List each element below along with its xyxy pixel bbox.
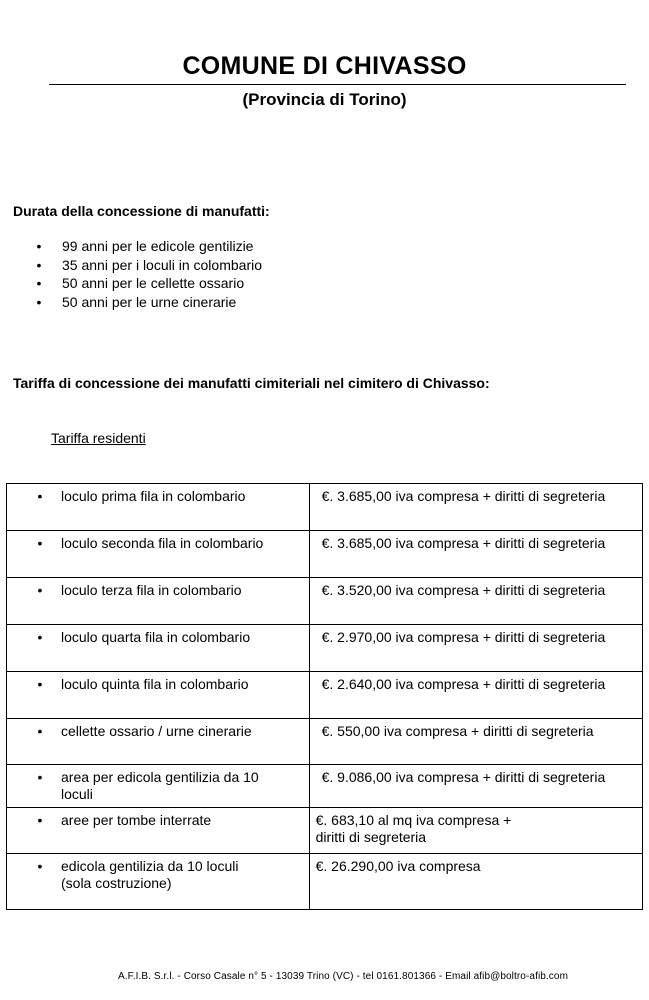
item-text: loculo seconda fila in colombario [61,535,264,551]
price-cell [309,625,642,672]
table-row [7,625,643,672]
table-row [7,808,643,854]
table-row [7,484,643,531]
item-cell [7,808,310,854]
price-cell [309,672,642,719]
item-cell [7,625,310,672]
item-text: edicola gentilizia da 10 loculi [61,858,239,874]
bullet-icon: • [37,723,43,739]
item-cell [7,578,310,625]
tariffa-heading: Tariffa di concessione dei manufatti cimiteriali nel cimitero di Chivasso: [13,375,490,391]
item-text: loculo quarta fila in colombario [61,629,251,645]
list-item-text: 50 anni per le cellette ossario [62,275,245,291]
bullet-icon: • [37,812,43,828]
price-cell [309,578,642,625]
price-cell [309,808,642,854]
list-item-text: 35 anni per i loculi in colombario [62,256,262,273]
price-text: €. 9.086,00 iva compresa + diritti di segreteria [321,769,606,785]
price-cell [309,854,642,910]
title-rule [49,84,626,85]
price-cell [309,719,642,765]
item-cell [7,854,310,910]
item-text: loculo prima fila in colombario [61,488,246,504]
bullet-icon: • [37,858,43,874]
bullet-icon: • [37,488,43,504]
price-text-line2: diritti di segreteria [315,829,427,845]
bullet-icon: • [37,769,43,785]
price-text: €. 2.640,00 iva compresa + diritti di segreteria [321,676,606,692]
item-text: loculo quinta fila in colombario [61,676,249,692]
table-row [7,854,643,910]
bullet-icon: • [37,535,43,551]
fees-table [6,483,643,910]
price-cell [309,765,642,808]
item-cell [7,672,310,719]
durata-list [34,237,262,311]
table-row [7,672,643,719]
table-row [7,578,643,625]
table-row [7,531,643,578]
item-cell [7,531,310,578]
page-title: COMUNE DI CHIVASSO [182,52,467,80]
price-text: €. 2.970,00 iva compresa + diritti di segreteria [321,629,606,645]
footer-text: A.F.I.B. S.r.l. - Corso Casale n° 5 - 13039 Trino (VC) - tel 0161.801366 - Email afib@boltro-afib.com [118,971,568,982]
item-text: cellette ossario / urne cinerarie [61,723,252,739]
page-subtitle: (Provincia di Torino) [242,90,407,109]
bullet-icon: • [36,275,42,291]
item-text-line2: loculi [61,786,93,802]
price-text: €. 26.290,00 iva compresa [315,858,481,874]
durata-heading: Durata della concessione di manufatti: [13,203,270,219]
table-row [7,719,643,765]
tariffa-sub-heading: Tariffa residenti [51,430,146,446]
item-text: loculo terza fila in colombario [61,582,242,598]
item-cell [7,484,310,531]
price-text: €. 3.520,00 iva compresa + diritti di segreteria [321,582,606,598]
item-cell [7,719,310,765]
list-item-text: 99 anni per le edicole gentilizie [62,238,254,254]
price-text: €. 683,10 al mq iva compresa + [315,812,512,828]
price-cell [309,531,642,578]
bullet-icon: • [37,629,43,645]
bullet-icon: • [36,293,42,310]
price-text: €. 3.685,00 iva compresa + diritti di segreteria [321,535,606,551]
bullet-icon: • [37,582,43,598]
list-item [34,274,262,293]
list-item-text: 50 anni per le urne cinerarie [62,293,237,310]
item-text: aree per tombe interrate [61,812,212,828]
list-item [34,256,262,275]
price-cell [309,484,642,531]
price-text: €. 3.685,00 iva compresa + diritti di segreteria [321,488,606,504]
table-row [7,765,643,808]
bullet-icon: • [37,676,43,692]
item-text: area per edicola gentilizia da 10 [61,769,259,785]
list-item [34,237,262,256]
price-text: €. 550,00 iva compresa + diritti di segreteria [321,723,594,739]
bullet-icon: • [36,256,42,273]
item-text-line2: (sola costruzione) [61,875,172,891]
bullet-icon: • [36,238,42,254]
item-cell [7,765,310,808]
list-item [34,293,262,312]
